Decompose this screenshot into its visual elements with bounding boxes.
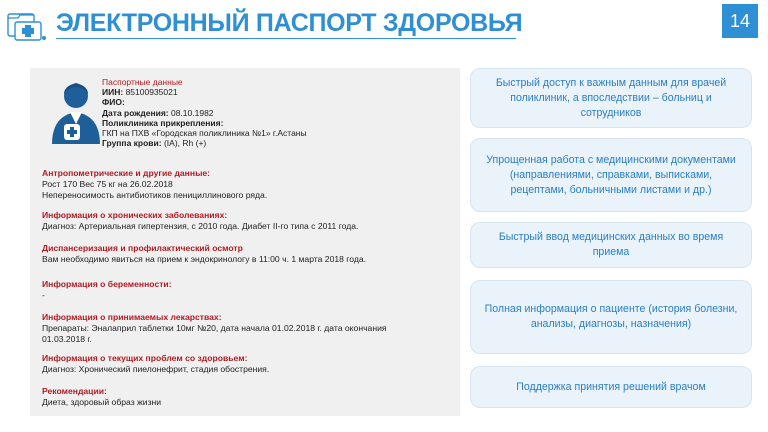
anthropometric-section: Антропометрические и другие данные: Рост 170 Вес 75 кг на 26.02.2018 Непереносимость антибиотиков пенициллинового ряда. — [42, 168, 268, 200]
checkup-section: Диспансеризация и профилактический осмотр Вам необходимо явиться на прием к эндокринологу в 11:00 ч. 1 марта 2018 года. — [42, 243, 367, 264]
medications-section: Информация о принимаемых лекарствах: Препараты: Эналаприл таблетки 10мг №20, дата начала 01.02.2018 г. дата окончания 01.03.2018 г. — [42, 312, 387, 344]
pregnancy-section: Информация о беременности: - — [42, 279, 172, 300]
chronic-diseases-section: Информация о хронических заболеваниях: Диагноз: Артериальная гипертензия, с 2010 года. Диабет II-го типа с 2011 года. — [42, 210, 359, 231]
passport-data-block — [102, 77, 307, 148]
title-underline — [56, 38, 516, 39]
dob-row: Дата рождения: 08.10.1982 — [102, 107, 214, 118]
health-passport-panel — [30, 68, 460, 416]
benefit-card-documents: Упрощенная работа с медицинскими документами (направлениями, справками, выписками, рецептами, больничными листами и др.) — [470, 138, 752, 212]
passport-data-heading: Паспортные данные — [102, 77, 183, 87]
benefit-card-data-entry: Быстрый ввод медицинских данных во время приема — [470, 222, 752, 268]
benefit-card-decision-support: Поддержка принятия решений врачом — [470, 366, 752, 408]
benefit-card-quick-access: Быстрый доступ к важным данным для врачей поликлиник, а впоследствии – больниц и сотрудников — [470, 68, 752, 128]
recommendations-section: Рекомендации: Диета, здоровый образ жизни — [42, 386, 162, 407]
fio-row: ФИО: — [102, 97, 125, 108]
clinic-label: Поликлиника прикрепления: — [102, 117, 224, 128]
clinic-value: ГКП на ПХВ «Городская поликлиника №1» г.Астаны — [102, 128, 307, 139]
page-number-badge: 14 — [722, 4, 758, 38]
medical-folder-icon — [6, 8, 50, 44]
benefit-card-patient-info: Полная информация о пациенте (история болезни, анализы, диагнозы, назначения) — [470, 280, 752, 354]
page-title: ЭЛЕКТРОННЫЙ ПАСПОРТ ЗДОРОВЬЯ — [56, 9, 523, 37]
blood-row: Группа крови: (IA), Rh (+) — [102, 138, 207, 149]
iin-row: ИИН: 85100935021 — [102, 87, 178, 98]
current-problems-section: Информация о текущих проблем со здоровьем: Диагноз: Хронический пиелонефрит, стадия обострения. — [42, 353, 270, 374]
